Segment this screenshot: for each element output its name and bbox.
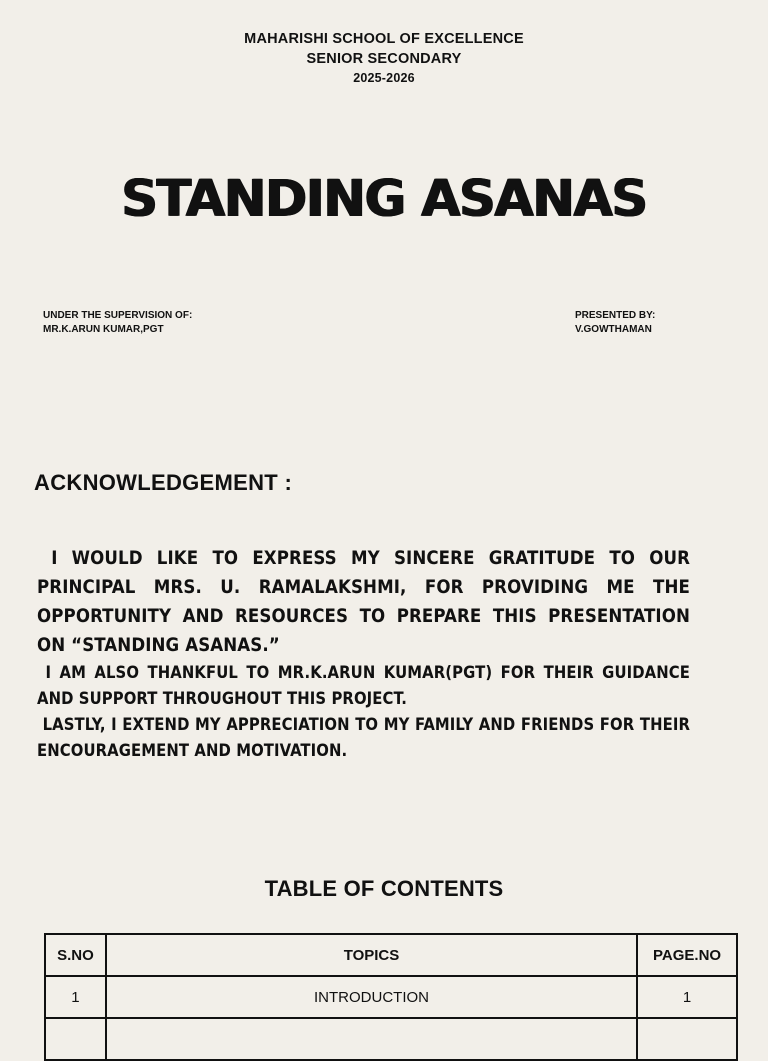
toc-cell-sno — [45, 1018, 106, 1060]
table-row — [45, 1018, 737, 1060]
acknowledgement-heading: ACKNOWLEDGEMENT : — [34, 470, 293, 495]
toc-cell-page: 1 — [637, 976, 737, 1018]
acknowledgement-paragraph: LASTLY, I EXTEND MY APPRECIATION TO MY FAMILY AND FRIENDS FOR THEIR ENCOURAGEMENT AND MOTIVATION. — [37, 715, 690, 760]
presenter-label: PRESENTED BY: — [575, 310, 656, 321]
supervisor-name: MR.K.ARUN KUMAR,PGT — [43, 323, 164, 335]
toc-col-pageno: PAGE.NO — [637, 934, 737, 976]
school-level: SENIOR SECONDARY — [306, 51, 462, 67]
supervision-label: UNDER THE SUPERVISION OF: — [43, 310, 193, 321]
toc-cell-topic — [106, 1018, 637, 1060]
table-row — [45, 976, 737, 1018]
acknowledgement-body — [37, 544, 690, 764]
school-name: MAHARISHI SCHOOL OF EXCELLENCE — [244, 31, 524, 47]
academic-year: 2025-2026 — [353, 71, 415, 85]
toc-col-sno: S.NO — [45, 934, 106, 976]
toc-cell-page — [637, 1018, 737, 1060]
toc-heading: TABLE OF CONTENTS — [264, 876, 504, 901]
toc-header-row — [45, 934, 737, 976]
toc-cell-topic: INTRODUCTION — [106, 976, 637, 1018]
presenter-block — [575, 309, 655, 336]
acknowledgement-paragraph: I WOULD LIKE TO EXPRESS MY SINCERE GRATITUDE TO OUR PRINCIPAL MRS. U. RAMALAKSHMI, FOR PROVIDING ME THE OPPORTUNITY AND RESOURCES TO PREPARE THIS PRESENTATION ON “STANDING ASANAS.” — [37, 548, 691, 656]
toc-col-topics: TOPICS — [106, 934, 637, 976]
toc-table — [44, 933, 738, 1061]
acknowledgement-paragraph: I AM ALSO THANKFUL TO MR.K.ARUN KUMAR(PGT) FOR THEIR GUIDANCE AND SUPPORT THROUGHOUT THIS PROJECT. — [37, 663, 690, 708]
presenter-name: V.GOWTHAMAN — [575, 323, 652, 335]
page-title: STANDING ASANAS — [121, 170, 647, 229]
toc-cell-sno: 1 — [45, 976, 106, 1018]
supervision-block — [43, 309, 192, 336]
